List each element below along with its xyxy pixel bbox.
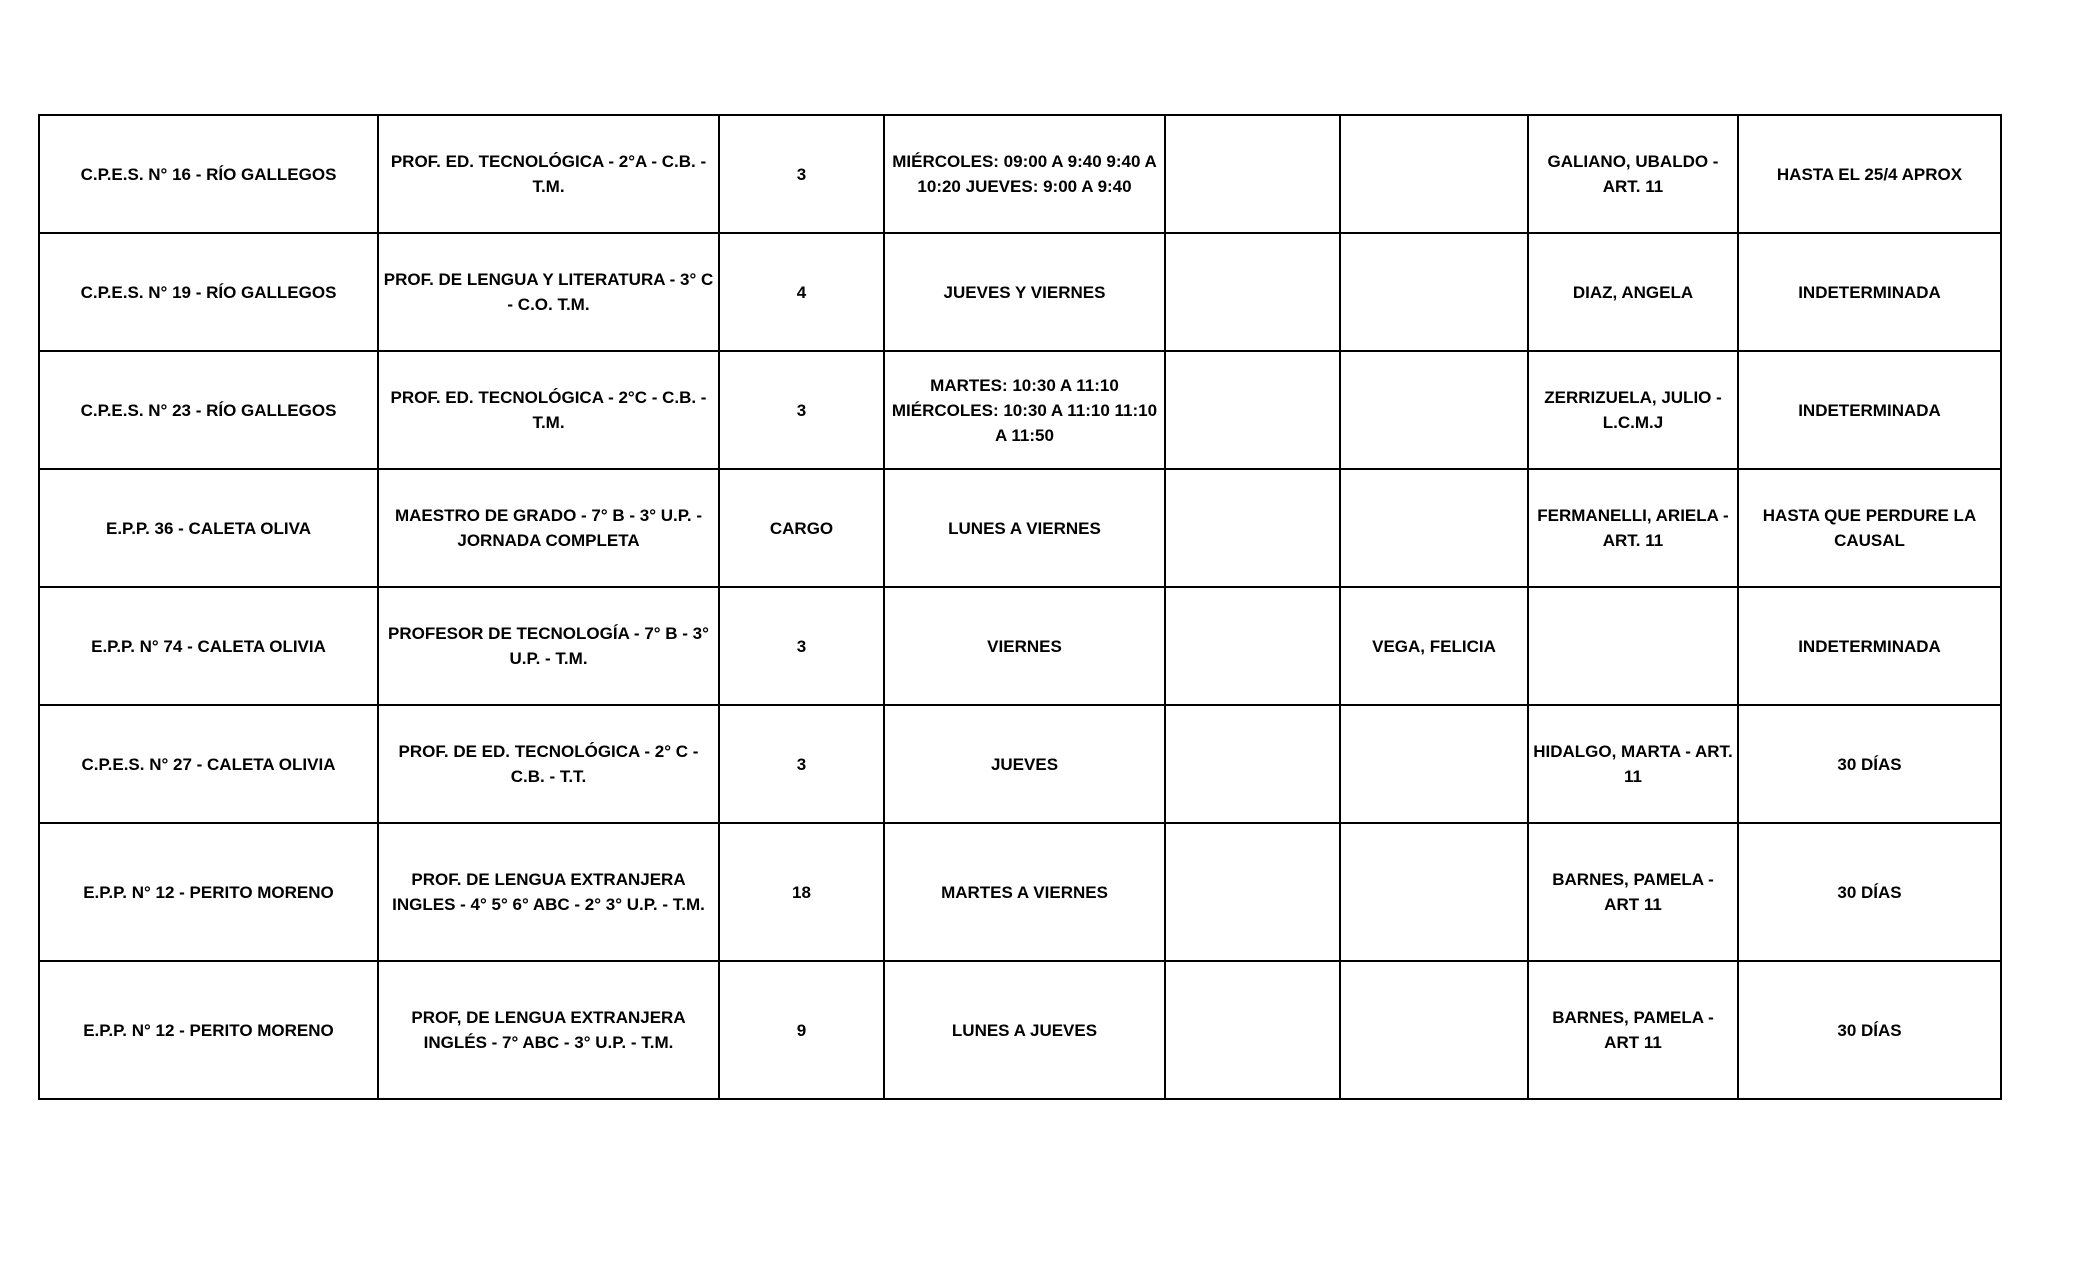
assigned-cell xyxy=(1340,115,1528,233)
schedule-cell: VIERNES xyxy=(884,587,1165,705)
assigned-cell xyxy=(1340,705,1528,823)
table-row xyxy=(39,705,2001,823)
assigned-cell xyxy=(1340,233,1528,351)
replaced-cell: DIAZ, ANGELA xyxy=(1528,233,1738,351)
hours-cell: 3 xyxy=(719,705,884,823)
schedule-cell: JUEVES xyxy=(884,705,1165,823)
blank-cell xyxy=(1165,469,1340,587)
table-row xyxy=(39,351,2001,469)
schedule-cell: MARTES: 10:30 A 11:10 MIÉRCOLES: 10:30 A 11:10 11:10 A 11:50 xyxy=(884,351,1165,469)
replaced-cell: FERMANELLI, ARIELA - ART. 11 xyxy=(1528,469,1738,587)
position-cell: PROF. DE ED. TECNOLÓGICA - 2° C - C.B. - T.T. xyxy=(378,705,719,823)
hours-cell: 3 xyxy=(719,587,884,705)
hours-cell: 4 xyxy=(719,233,884,351)
schedule-cell: LUNES A JUEVES xyxy=(884,961,1165,1099)
duration-cell: 30 DÍAS xyxy=(1738,961,2001,1099)
hours-cell: 3 xyxy=(719,115,884,233)
duration-cell: INDETERMINADA xyxy=(1738,351,2001,469)
hours-cell: 3 xyxy=(719,351,884,469)
blank-cell xyxy=(1165,705,1340,823)
table-row xyxy=(39,961,2001,1099)
duration-cell: INDETERMINADA xyxy=(1738,587,2001,705)
schedule-cell: JUEVES Y VIERNES xyxy=(884,233,1165,351)
blank-cell xyxy=(1165,351,1340,469)
duration-cell: INDETERMINADA xyxy=(1738,233,2001,351)
replaced-cell: GALIANO, UBALDO - ART. 11 xyxy=(1528,115,1738,233)
hours-cell: 18 xyxy=(719,823,884,961)
table-row xyxy=(39,233,2001,351)
school-cell: C.P.E.S. N° 27 - CALETA OLIVIA xyxy=(39,705,378,823)
position-cell: MAESTRO DE GRADO - 7° B - 3° U.P. - JORNADA COMPLETA xyxy=(378,469,719,587)
duration-cell: 30 DÍAS xyxy=(1738,823,2001,961)
blank-cell xyxy=(1165,823,1340,961)
school-cell: C.P.E.S. N° 16 - RÍO GALLEGOS xyxy=(39,115,378,233)
blank-cell xyxy=(1165,587,1340,705)
replaced-cell: BARNES, PAMELA - ART 11 xyxy=(1528,823,1738,961)
assigned-cell xyxy=(1340,961,1528,1099)
assigned-cell: VEGA, FELICIA xyxy=(1340,587,1528,705)
position-cell: PROF, DE LENGUA EXTRANJERA INGLÉS - 7° ABC - 3° U.P. - T.M. xyxy=(378,961,719,1099)
replaced-cell: ZERRIZUELA, JULIO - L.C.M.J xyxy=(1528,351,1738,469)
school-cell: C.P.E.S. N° 19 - RÍO GALLEGOS xyxy=(39,233,378,351)
replaced-cell: BARNES, PAMELA - ART 11 xyxy=(1528,961,1738,1099)
blank-cell xyxy=(1165,115,1340,233)
position-cell: PROF. ED. TECNOLÓGICA - 2°C - C.B. - T.M. xyxy=(378,351,719,469)
duration-cell: HASTA QUE PERDURE LA CAUSAL xyxy=(1738,469,2001,587)
position-cell: PROF. ED. TECNOLÓGICA - 2°A - C.B. - T.M. xyxy=(378,115,719,233)
school-cell: E.P.P. N° 74 - CALETA OLIVIA xyxy=(39,587,378,705)
schedule-cell: MIÉRCOLES: 09:00 A 9:40 9:40 A 10:20 JUEVES: 9:00 A 9:40 xyxy=(884,115,1165,233)
schedule-cell: MARTES A VIERNES xyxy=(884,823,1165,961)
hours-cell: CARGO xyxy=(719,469,884,587)
vacancy-table xyxy=(38,114,2002,1100)
school-cell: E.P.P. 36 - CALETA OLIVA xyxy=(39,469,378,587)
duration-cell: HASTA EL 25/4 APROX xyxy=(1738,115,2001,233)
school-cell: E.P.P. N° 12 - PERITO MORENO xyxy=(39,961,378,1099)
table-row xyxy=(39,469,2001,587)
assigned-cell xyxy=(1340,351,1528,469)
blank-cell xyxy=(1165,233,1340,351)
table-row xyxy=(39,587,2001,705)
position-cell: PROF. DE LENGUA Y LITERATURA - 3° C - C.O. T.M. xyxy=(378,233,719,351)
position-cell: PROFESOR DE TECNOLOGÍA - 7° B - 3° U.P. - T.M. xyxy=(378,587,719,705)
hours-cell: 9 xyxy=(719,961,884,1099)
table-row xyxy=(39,115,2001,233)
school-cell: C.P.E.S. N° 23 - RÍO GALLEGOS xyxy=(39,351,378,469)
assigned-cell xyxy=(1340,469,1528,587)
assigned-cell xyxy=(1340,823,1528,961)
replaced-cell xyxy=(1528,587,1738,705)
blank-cell xyxy=(1165,961,1340,1099)
school-cell: E.P.P. N° 12 - PERITO MORENO xyxy=(39,823,378,961)
table-row xyxy=(39,823,2001,961)
replaced-cell: HIDALGO, MARTA - ART. 11 xyxy=(1528,705,1738,823)
position-cell: PROF. DE LENGUA EXTRANJERA INGLES - 4° 5° 6° ABC - 2° 3° U.P. - T.M. xyxy=(378,823,719,961)
schedule-cell: LUNES A VIERNES xyxy=(884,469,1165,587)
duration-cell: 30 DÍAS xyxy=(1738,705,2001,823)
